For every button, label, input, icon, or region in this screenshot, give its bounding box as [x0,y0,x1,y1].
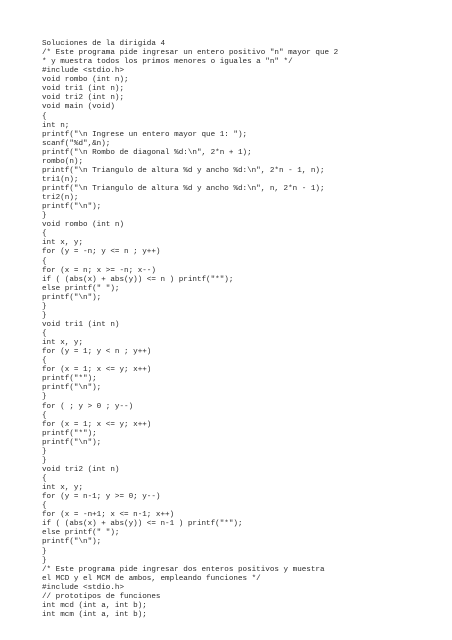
code-line: int mcm (int a, int b); [42,610,147,619]
code-line: // prototipos de funciones [42,592,161,601]
code-line: for (x = -n+1; x <= n-1; x++) [42,511,175,520]
code-line: tri1(n); [42,175,79,184]
code-line: int n; [42,121,70,130]
code-line: void tri1 (int n); [42,85,125,94]
code-line: for (x = 1; x <= y; x++) [42,420,152,429]
code-listing [42,40,442,620]
code-line: for ( ; y > 0 ; y--) [42,402,134,411]
code-line: int x, y; [42,239,84,248]
code-line: else printf(" "); [42,284,120,293]
code-line: void tri2 (int n); [42,94,125,103]
code-line: for (x = 1; x <= y; x++) [42,366,152,375]
code-line: void tri1 (int n) [42,320,120,329]
code-line: else printf(" "); [42,529,120,538]
code-line: printf("\n Ingrese un entero mayor que 1: "); [42,130,248,139]
code-line: if ( (abs(x) + abs(y)) <= n-1 ) printf("*"); [42,520,243,529]
code-line: void main (void) [42,103,115,112]
code-line: void rombo (int n) [42,221,125,230]
code-line: printf("\n"); [42,203,102,212]
code-line: rombo(n); [42,157,84,166]
code-line: int x, y; [42,339,84,348]
code-line: { [42,330,47,338]
code-line: void tri2 (int n) [42,465,120,474]
code-line: for (y = n-1; y >= 0; y--) [42,493,161,502]
code-line: * y muestra todos los primos menores o iguales a "n" */ [42,58,293,67]
code-line: printf("*"); [42,429,97,438]
code-line: int x, y; [42,484,84,493]
code-line: printf("\n"); [42,538,102,547]
code-line: printf("\n Triangulo de altura %d y ancho %d:\n", 2*n - 1, n); [42,166,325,175]
code-line: } [42,212,47,221]
code-line: printf("\n"); [42,384,102,393]
code-line: Soluciones de la dirigida 4 [42,40,166,48]
code-line: } [42,311,47,320]
code-line: { [42,357,47,366]
code-line: { [42,112,47,121]
code-line: /* Este programa pide ingresar un entero positivo "n" mayor que 2 [42,49,339,58]
code-line: printf("\n"); [42,293,102,302]
code-line: void rombo (int n); [42,76,129,85]
code-line: } [42,393,47,402]
code-line: { [42,411,47,420]
code-line: { [42,502,47,511]
code-line: /* Este programa pide ingresar dos enteros positivos y muestra [42,565,325,574]
code-line: tri2(n); [42,194,79,203]
code-line: printf("\n"); [42,438,102,447]
code-line: for (y = 1; y < n ; y++) [42,348,152,357]
code-line: #include <stdio.h> [42,67,125,76]
code-line: #include <stdio.h> [42,583,125,592]
code-line: printf("\n Rombo de diagonal %d:\n", 2*n + 1); [42,148,252,157]
code-line: if ( (abs(x) + abs(y)) <= n ) printf("*"); [42,275,234,284]
code-line: { [42,475,47,483]
code-line: { [42,257,47,266]
code-line: } [42,456,47,465]
code-line: } [42,547,47,556]
code-line: } [42,302,47,311]
code-line: for (y = -n; y <= n ; y++) [42,248,161,257]
code-line: { [42,230,47,239]
code-line: } [42,447,47,456]
code-line: printf("*"); [42,375,97,384]
code-line: for (x = n; x >= -n; x--) [42,266,156,275]
code-line: int mcd (int a, int b); [42,601,147,610]
code-line: scanf("%d",&n); [42,139,111,148]
code-line: } [42,556,47,565]
code-line: printf("\n Triangulo de altura %d y ancho %d:\n", n, 2*n - 1); [42,185,325,193]
code-line: el MCD y el MCM de ambos, empleando funciones */ [42,574,261,583]
